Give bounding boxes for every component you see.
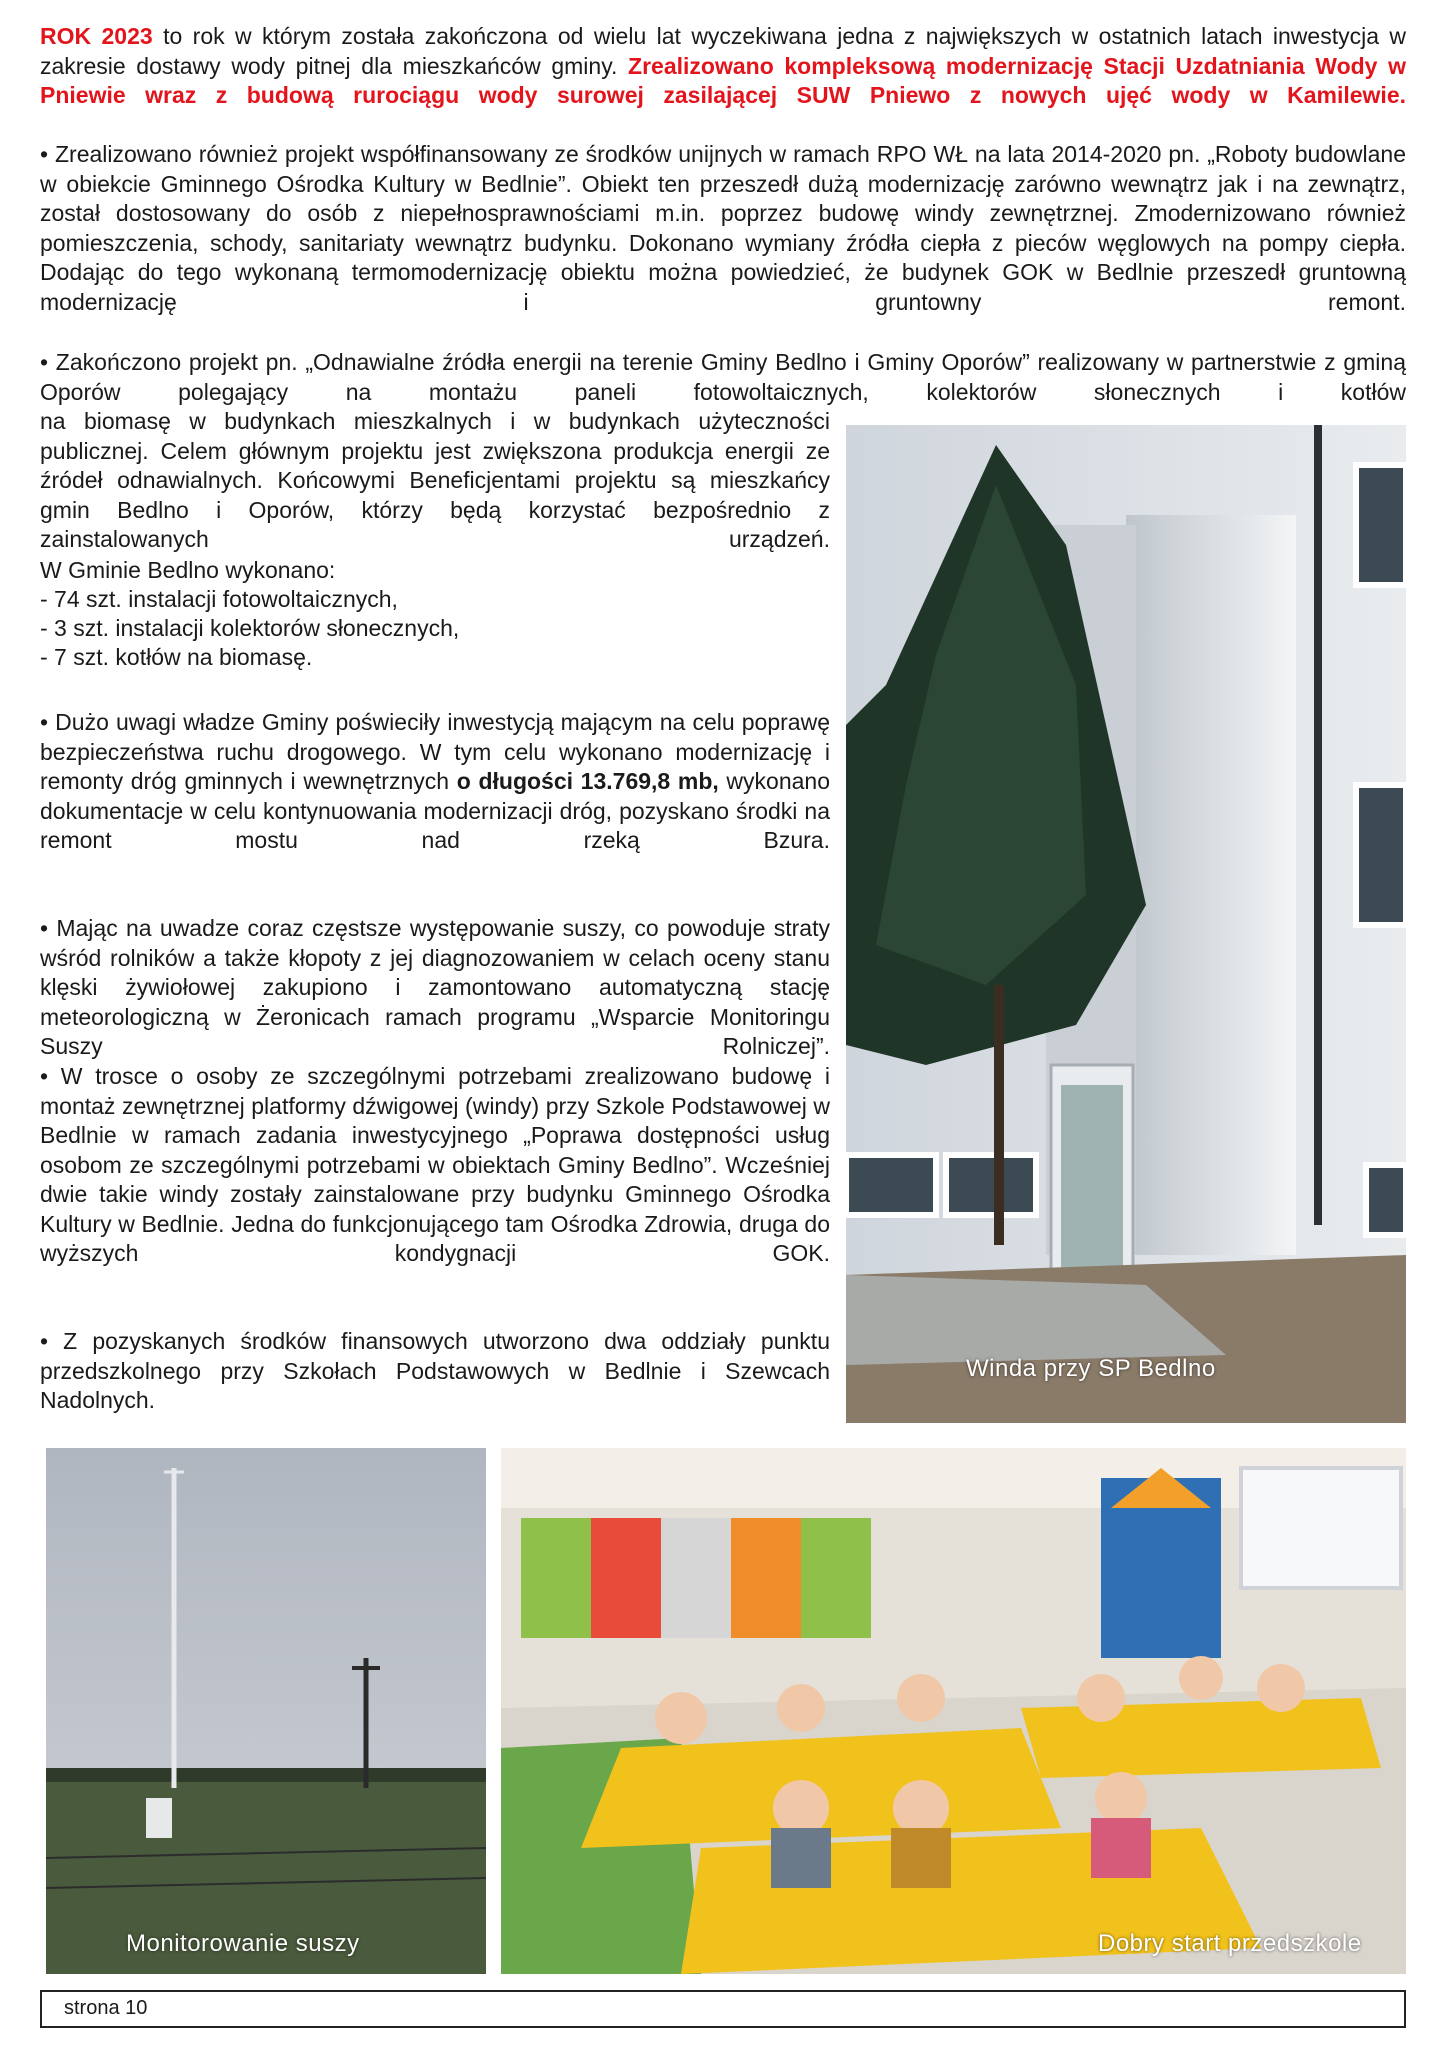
oze-paragraph: • Zakończono projekt pn. „Odnawialne źródła energii na terenie Gminy Bedlno i Gminy Oporów” realizowany w partnerstwie z gminą Oporów polegający na montażu paneli fotowoltaicznych, kolektorów słonecznych i kotłów	[40, 349, 1406, 405]
lift-photo-image	[846, 425, 1406, 1423]
gok-paragraph: • Zrealizowano również projekt współfinansowany ze środków unijnych w ramach RPO WŁ na lata 2014-2020 pn. „Roboty budowlane w obiekcie Gminnego Ośrodka Kultury w Bedlnie”. Obiekt ten przeszedł dużą modernizację zarówno wewnątrz jak i na zewnątrz, został dostosowany do osób z niepełnosprawnościami m.in. poprzez budowę windy zewnętrznej. Zmodernizowano również pomieszczenia, schody, sanitariaty wewnątrz budynku. Dokonano wymiany źródła ciepła z pieców węglowych na pompy ciepła. Dodając do tego wykonaną termomodernizację obiektu można powiedzieć, że budynek GOK w Bedlnie przeszedł gruntowną modernizację i gruntowny remont.	[40, 141, 1406, 315]
intro-highlight: Zrealizowano kompleksową modernizację Stacji Uzdatniania Wody w Pniewie wraz z budową rurociągu wody surowej zasilającej SUW Pniewo z nowych ujęć wody w Kamilewie	[40, 52, 1407, 108]
drought-paragraph: • Mając na uwadze coraz częstsze występowanie suszy, co powoduje straty wśród rolników a także kłopoty z jej diagnozowaniem w celach oceny stanu klęski żywiołowej zakupiono i zamontowano automatyczną stację meteorologiczną w Żeronicach ramach programu „Wsparcie Monitoringu Suszy Rolniczej”.	[40, 915, 830, 1059]
roads-paragraph	[40, 708, 830, 856]
intro-text: to rok w którym została zakończona od wielu lat wyczekiwana jedna z największych w ostatnich latach inwestycja w zakresie dostawy wody pitnej dla mieszkańców gminy.	[40, 23, 1407, 79]
list-item: - 74 szt. instalacji fotowoltaicznych,	[40, 586, 398, 612]
oze-continuation: na biomasę w budynkach mieszkalnych i w budynkach użyteczności publicznej. Celem głównym projektu jest zwiększona produkcja energii ze źródeł odnawialnych. Końcowymi Beneficjentami projektu są mieszkańcy gmin Bedlno i Oporów, którzy będą korzystać bezpośrednio z zainstalowanych urządzeń.	[40, 408, 830, 552]
preschool-photo-image	[501, 1448, 1406, 1974]
lift-photo	[846, 425, 1406, 1423]
preschool-photo	[501, 1448, 1406, 1974]
lift-paragraph: • W trosce o osoby ze szczególnymi potrzebami zrealizowano budowę i montaż zewnętrznej platformy dźwigowej (windy) przy Szkole Podstawowej w Bedlnie w ramach zadania inwestycyjnego „Poprawa dostępności usług osobom ze szczególnymi potrzebami w obiektach Gminy Bedlno”. Wcześniej dwie takie windy zostały zainstalowane przy budynku Gminnego Ośrodka Kultury w Bedlnie. Jedna do funkcjonującego tam Ośrodka Zdrowia, druga do wyższych kondygnacji GOK.	[40, 1063, 830, 1266]
intro-paragraph	[40, 22, 1406, 111]
list-item: - 3 szt. instalacji kolektorów słonecznych,	[40, 615, 460, 641]
roads-text-end: wykonano dokumentacje w celu kontynuowania modernizacji dróg, pozyskano środki na remont mostu nad rzeką Bzura.	[40, 768, 830, 853]
preschool-paragraph: • Z pozyskanych środków finansowych utworzono dwa oddziały punktu przedszkolnego przy Szkołach Podstawowych w Bedlnie i Szewcach Nadolnych.	[40, 1328, 830, 1413]
preschool-caption: Dobry start przedszkole	[1098, 1930, 1362, 1957]
lift-caption: Winda przy SP Bedlno	[966, 1355, 1216, 1382]
roads-text: • Dużo uwagi władze Gminy poświeciły inwestycją mającym na celu poprawę bezpieczeństwa ruchu drogowego. W tym celu wykonano modernizację i remonty dróg gminnych i wewnętrznych	[40, 709, 830, 794]
intro-year: ROK 2023	[40, 23, 153, 49]
page-footer	[40, 1990, 1406, 2028]
list-intro: W Gminie Bedlno wykonano:	[40, 557, 336, 583]
drought-caption: Monitorowanie suszy	[126, 1930, 360, 1957]
drought-photo	[46, 1448, 486, 1974]
page-number: strona 10	[64, 1997, 148, 2019]
list-item: - 7 szt. kotłów na biomasę.	[40, 644, 313, 670]
drought-photo-image	[46, 1448, 486, 1974]
roads-length: o długości 13.769,8 mb,	[456, 768, 719, 794]
intro-end: .	[1399, 82, 1406, 108]
